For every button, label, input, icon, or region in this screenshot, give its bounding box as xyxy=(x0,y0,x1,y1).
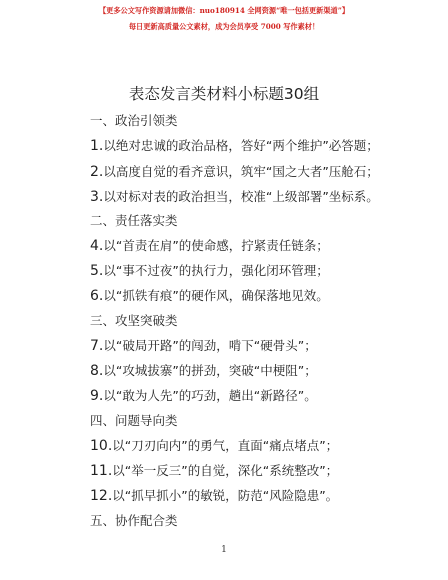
item-number: 1. xyxy=(90,138,104,154)
item-text: 以“攻城拔寨”的拼劲，突破“中梗阻”； xyxy=(103,363,317,378)
list-item xyxy=(90,261,329,279)
item-text: 以“举一反三”的自觉，深化“系统整改”； xyxy=(112,463,339,478)
item-text: 以高度自觉的看齐意识，筑牢“国之大者”压舱石； xyxy=(103,164,379,179)
list-item xyxy=(90,336,317,354)
item-number: 3. xyxy=(90,189,104,205)
item-text: 以“敢为人先”的巧劲，趟出“新路径”。 xyxy=(103,388,317,403)
list-item xyxy=(90,187,379,205)
item-text: 以“抓铁有痕”的硬作风，确保落地见效。 xyxy=(103,288,329,303)
section-heading: 四、问题导向类 xyxy=(90,413,178,428)
list-item xyxy=(90,436,338,454)
item-number: 12. xyxy=(90,488,113,504)
item-number: 10. xyxy=(90,438,113,454)
list-item xyxy=(90,236,329,254)
section-heading: 一、政治引领类 xyxy=(90,113,178,128)
list-item xyxy=(90,162,379,180)
item-text: 以“抓早抓小”的敏锐，防范“风险隐患”。 xyxy=(112,488,339,503)
list-item xyxy=(90,286,329,304)
section-heading: 二、责任落实类 xyxy=(90,213,178,228)
item-number: 2. xyxy=(90,164,104,180)
item-number: 11. xyxy=(90,463,113,479)
document-title: 表态发言类材料小标题30组 xyxy=(128,85,320,103)
item-text: 以“刀刃向内”的勇气，直面“痛点堵点”； xyxy=(112,438,339,453)
item-text: 以“事不过夜”的执行力，强化闭环管理； xyxy=(103,263,329,278)
list-item xyxy=(90,486,338,504)
page-number: 1 xyxy=(221,545,227,555)
item-number: 9. xyxy=(90,388,104,404)
item-number: 5. xyxy=(90,263,104,279)
section-heading: 五、协作配合类 xyxy=(90,513,178,528)
item-text: 以“首责在肩”的使命感，拧紧责任链条； xyxy=(103,238,329,253)
item-number: 8. xyxy=(90,363,104,379)
item-number: 4. xyxy=(90,238,104,254)
item-text: 以“破局开路”的闯劲，啃下“硬骨头”； xyxy=(103,338,317,353)
promo-banner-line-2: 每日更新高质量公文素材，成为会员享受 7000 写作素材！ xyxy=(128,22,320,31)
list-item xyxy=(90,361,317,379)
item-text: 以对标对表的政治担当，校准“上级部署”坐标系。 xyxy=(103,189,379,204)
list-item xyxy=(90,461,338,479)
item-number: 7. xyxy=(90,338,104,354)
list-item xyxy=(90,386,317,404)
section-heading: 三、攻坚突破类 xyxy=(90,313,178,328)
item-number: 6. xyxy=(90,288,104,304)
list-item xyxy=(90,136,379,154)
promo-banner-line-1: 【更多公文写作资源请加微信：nuo180914 全网资源“唯一包括更新渠道”】 xyxy=(98,6,350,15)
item-text: 以绝对忠诚的政治品格，答好“两个维护”必答题； xyxy=(103,138,379,153)
